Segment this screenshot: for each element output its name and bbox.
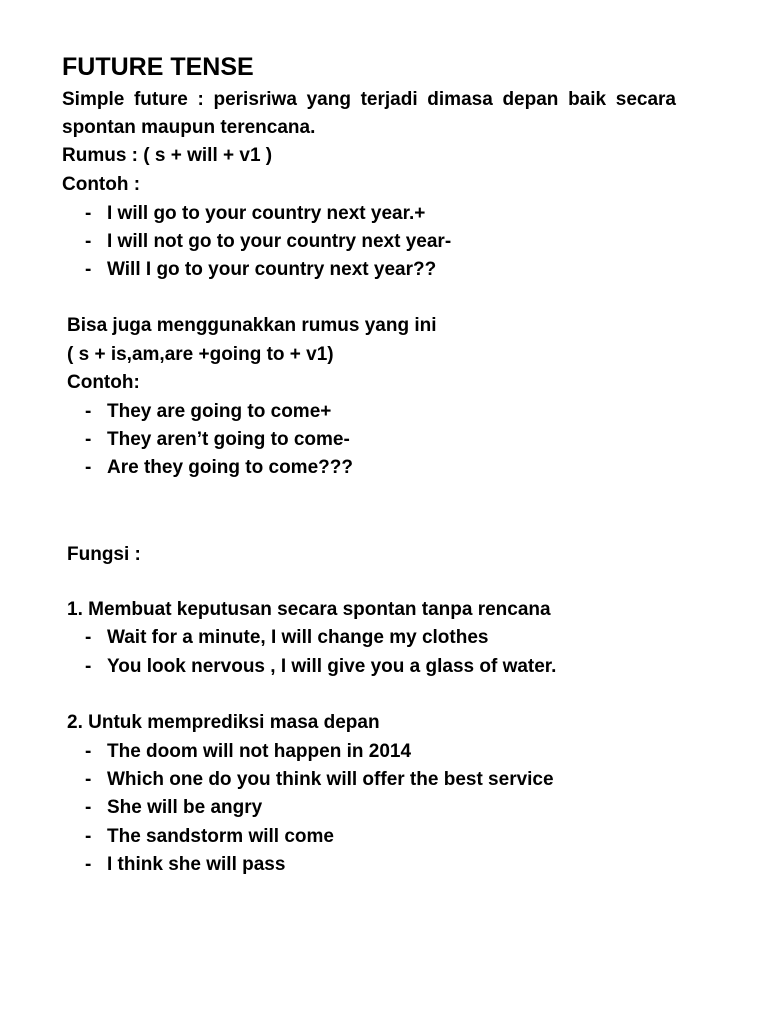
simple-future-definition-line-2: spontan maupun terencana. <box>62 117 316 138</box>
bullet-marker: - <box>85 769 92 790</box>
simple-future-definition-line-1: Simple future : perisriwa yang terjadi dimasa depan baik secara <box>62 89 676 110</box>
example-text: Which one do you think will offer the best service <box>107 769 554 790</box>
example-text: She will be angry <box>107 797 263 818</box>
bullet-marker: - <box>85 797 92 818</box>
bullet-marker: - <box>85 231 92 252</box>
example-text: You look nervous , I will give you a glass of water. <box>107 656 557 677</box>
bullet-marker: - <box>85 457 92 478</box>
example-text: Are they going to come??? <box>107 457 353 478</box>
example-text: Will I go to your country next year?? <box>107 259 437 280</box>
bullet-marker: - <box>85 741 92 762</box>
bullet-marker: - <box>85 259 92 280</box>
going-to-examples-label: Contoh: <box>67 372 140 393</box>
function-2-heading: 2. Untuk memprediksi masa depan <box>67 712 380 733</box>
function-1-heading: 1. Membuat keputusan secara spontan tanpa rencana <box>67 599 551 620</box>
bullet-marker: - <box>85 401 92 422</box>
bullet-marker: - <box>85 656 92 677</box>
example-text: I think she will pass <box>107 854 286 875</box>
example-text: They aren’t going to come- <box>107 429 350 450</box>
going-to-formula: ( s + is,am,are +going to + v1) <box>67 344 334 365</box>
page-title: FUTURE TENSE <box>62 53 254 81</box>
going-to-intro: Bisa juga menggunakkan rumus yang ini <box>67 315 437 336</box>
bullet-marker: - <box>85 627 92 648</box>
bullet-marker: - <box>85 203 92 224</box>
bullet-marker: - <box>85 854 92 875</box>
functions-label: Fungsi : <box>67 544 141 565</box>
example-text: They are going to come+ <box>107 401 332 422</box>
example-text: The doom will not happen in 2014 <box>107 741 412 762</box>
bullet-marker: - <box>85 429 92 450</box>
example-text: The sandstorm will come <box>107 826 334 847</box>
example-text: I will go to your country next year.+ <box>107 203 426 224</box>
simple-future-examples-label: Contoh : <box>62 174 141 195</box>
bullet-marker: - <box>85 826 92 847</box>
example-text: Wait for a minute, I will change my clothes <box>107 627 489 648</box>
simple-future-formula: Rumus : ( s + will + v1 ) <box>62 145 273 166</box>
example-text: I will not go to your country next year- <box>107 231 452 252</box>
